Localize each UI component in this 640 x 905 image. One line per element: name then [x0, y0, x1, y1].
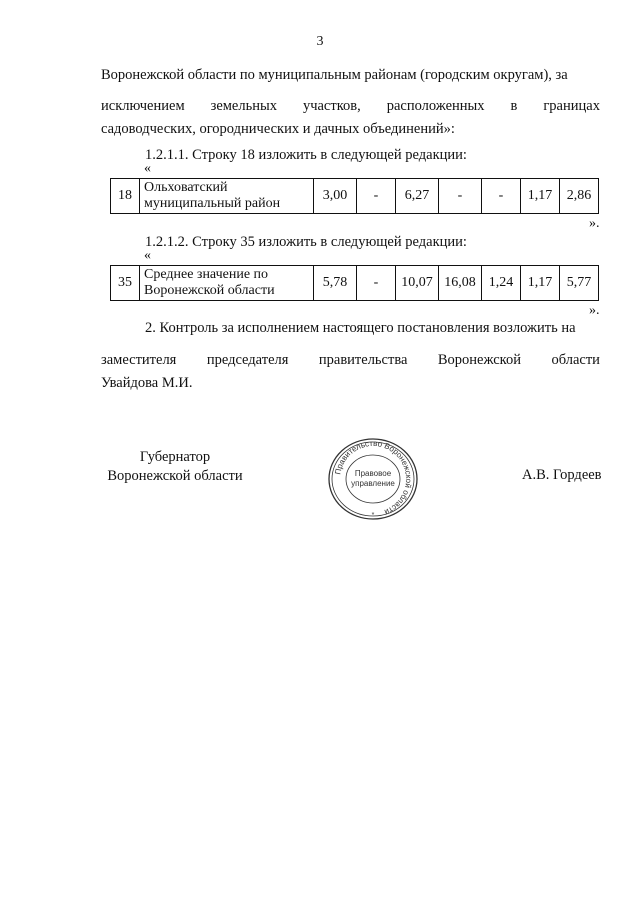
item2-open-quote: « [144, 248, 151, 263]
row-value: 1,24 [482, 266, 521, 301]
row-value: 10,07 [396, 266, 439, 301]
intro-word: в [510, 98, 518, 114]
row-value: 5,78 [314, 266, 357, 301]
intro-word: земельных [210, 98, 277, 114]
seal-center-line-2: управление [351, 479, 395, 488]
control-word: области [551, 352, 600, 368]
intro-word: исключением [101, 98, 185, 114]
item1-close-quote: ». [589, 216, 600, 231]
intro-paragraph [101, 65, 600, 139]
signature-title-line-1: Губернатор [139, 449, 211, 465]
item1-heading: 1.2.1.1. Строку 18 изложить в следующей редакции: [145, 147, 467, 163]
row-value: - [482, 179, 521, 214]
intro-word: участков, [302, 98, 361, 114]
intro-line-3: садоводческих, огороднических и дачных объединений»: [101, 121, 455, 137]
page-number: 3 [316, 34, 324, 49]
signatory-name: А.В. Гордеев [522, 467, 602, 483]
control-word: председателя [206, 352, 289, 368]
control-word: заместителя [101, 352, 177, 368]
signature-title-line-2: Воронежской области [107, 468, 243, 484]
row-number: 35 [111, 266, 140, 301]
row-value: - [439, 179, 482, 214]
official-seal [326, 437, 420, 521]
row-value: 2,86 [560, 179, 599, 214]
row-value: 1,17 [521, 179, 560, 214]
table-row [111, 266, 599, 301]
seal-ring-text: Правительство Воронежской области [333, 438, 414, 517]
row-value: 1,17 [521, 266, 560, 301]
signature-title [100, 448, 250, 486]
control-line-3: Увайдова М.И. [101, 375, 193, 391]
control-line-1: 2. Контроль за исполнением настоящего постановления возложить на [145, 320, 576, 336]
row-value: 5,77 [560, 266, 599, 301]
row-value: 16,08 [439, 266, 482, 301]
intro-word: расположенных [386, 98, 485, 114]
control-word: правительства [318, 352, 408, 368]
control-paragraph [101, 318, 600, 393]
control-word: Воронежской [437, 352, 522, 368]
item1-open-quote: « [144, 161, 151, 176]
intro-line-2 [101, 96, 600, 116]
intro-line-1: Воронежской области по муниципальным районам (городским округам), за [101, 67, 568, 83]
row-value: - [357, 266, 396, 301]
row-name: Среднее значение по Воронежской области [140, 266, 314, 301]
row-number: 18 [111, 179, 140, 214]
item2-heading: 1.2.1.2. Строку 35 изложить в следующей редакции: [145, 234, 467, 250]
row-value: 3,00 [314, 179, 357, 214]
row-value: 6,27 [396, 179, 439, 214]
item2-close-quote: ». [589, 303, 600, 318]
item2-table [110, 265, 599, 301]
control-line-2 [101, 350, 600, 370]
seal-star: * [371, 512, 375, 519]
row-value: - [357, 179, 396, 214]
row-name: Ольховатский муниципальный район [140, 179, 314, 214]
seal-center-line-1: Правовое [354, 469, 392, 478]
table-row [111, 179, 599, 214]
item1-table [110, 178, 599, 214]
intro-word: границах [543, 98, 600, 114]
